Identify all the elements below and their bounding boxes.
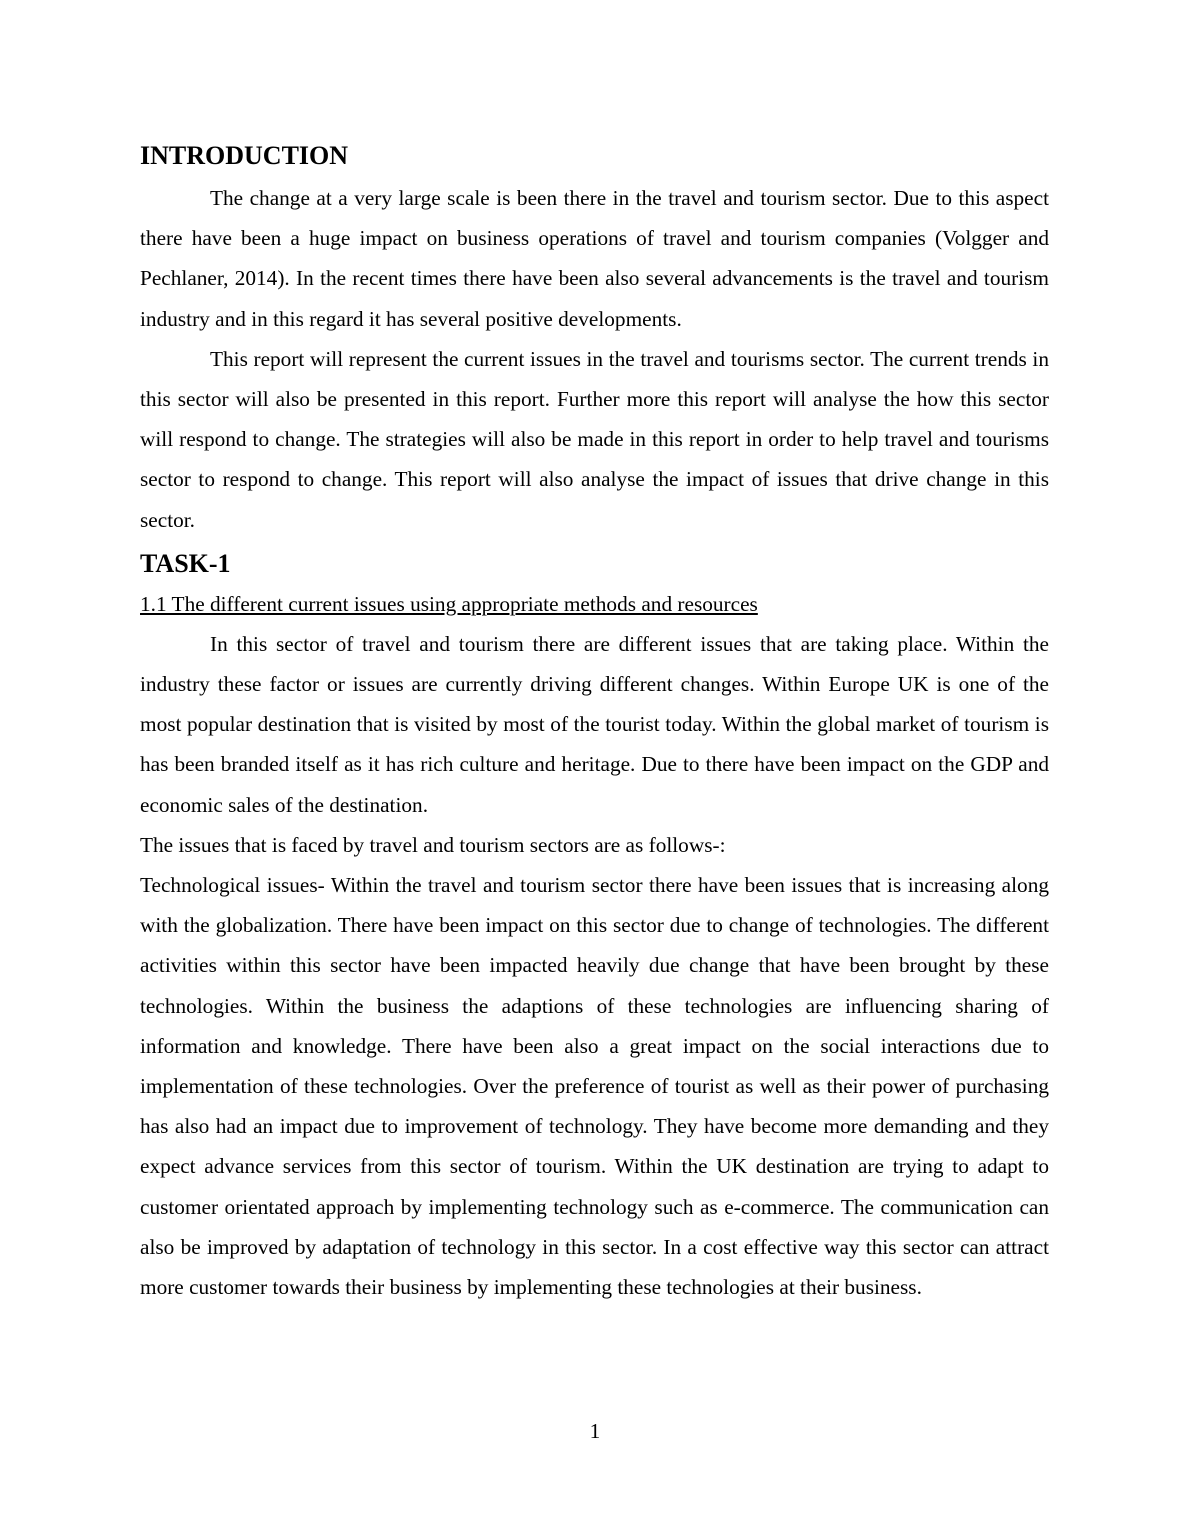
document-page — [140, 138, 1049, 1307]
intro-paragraph-2: This report will represent the current issues in the travel and tourisms sector. The current trends in this sector will also be presented in this report. Further more this report will analyse the how this sector will respond to change. The strategies will also be made in this report in order to help travel and tourisms sector to respond to change. This report will also analyse the impact of issues that drive change in this sector. — [140, 346, 1049, 532]
issues-intro-line: The issues that is faced by travel and tourism sectors are as follows-: — [140, 832, 726, 857]
technological-issues-paragraph: Technological issues- Within the travel and tourism sector there have been issues that is increasing along with the globalization. There have been impact on this sector due to change of technologies. The different activities within this sector have been impacted heavily due change that have been brought by these technologies. Within the business the adaptions of these technologies are influencing sharing of information and knowledge. There have been also a great impact on the social interactions due to implementation of these technologies. Over the preference of tourist as well as their power of purchasing has also had an impact due to improvement of technology. They have become more demanding and they expect advance services from this sector of tourism. Within the UK destination are trying to adapt to customer orientated approach by implementing technology such as e-commerce. The communication can also be improved by adaptation of technology in this sector. In a cost effective way this sector can attract more customer towards their business by implementing these technologies at their business. — [140, 873, 1049, 1300]
task-1-heading: TASK-1 — [140, 548, 231, 578]
section-paragraph-1: In this sector of travel and tourism there are different issues that are taking place. Within the industry these factor or issues are currently driving different changes. Within Europe UK is one of the most popular destination that is visited by most of the tourist today. Within the global market of tourism is has been branded itself as it has rich culture and heritage. Due to there have been impact on the GDP and economic sales of the destination. — [140, 631, 1049, 817]
page-number: 1 — [589, 1419, 601, 1443]
intro-paragraph-1: The change at a very large scale is been there in the travel and tourism sector. Due to this aspect there have been a huge impact on business operations of travel and tourism companies (Volgger and Pechlaner, 2014). In the recent times there have been also several advancements is the travel and tourism industry and in this regard it has several positive developments. — [140, 186, 1049, 331]
introduction-heading: INTRODUCTION — [140, 141, 349, 170]
section-1-1-title: 1.1 The different current issues using appropriate methods and resources — [140, 591, 758, 616]
